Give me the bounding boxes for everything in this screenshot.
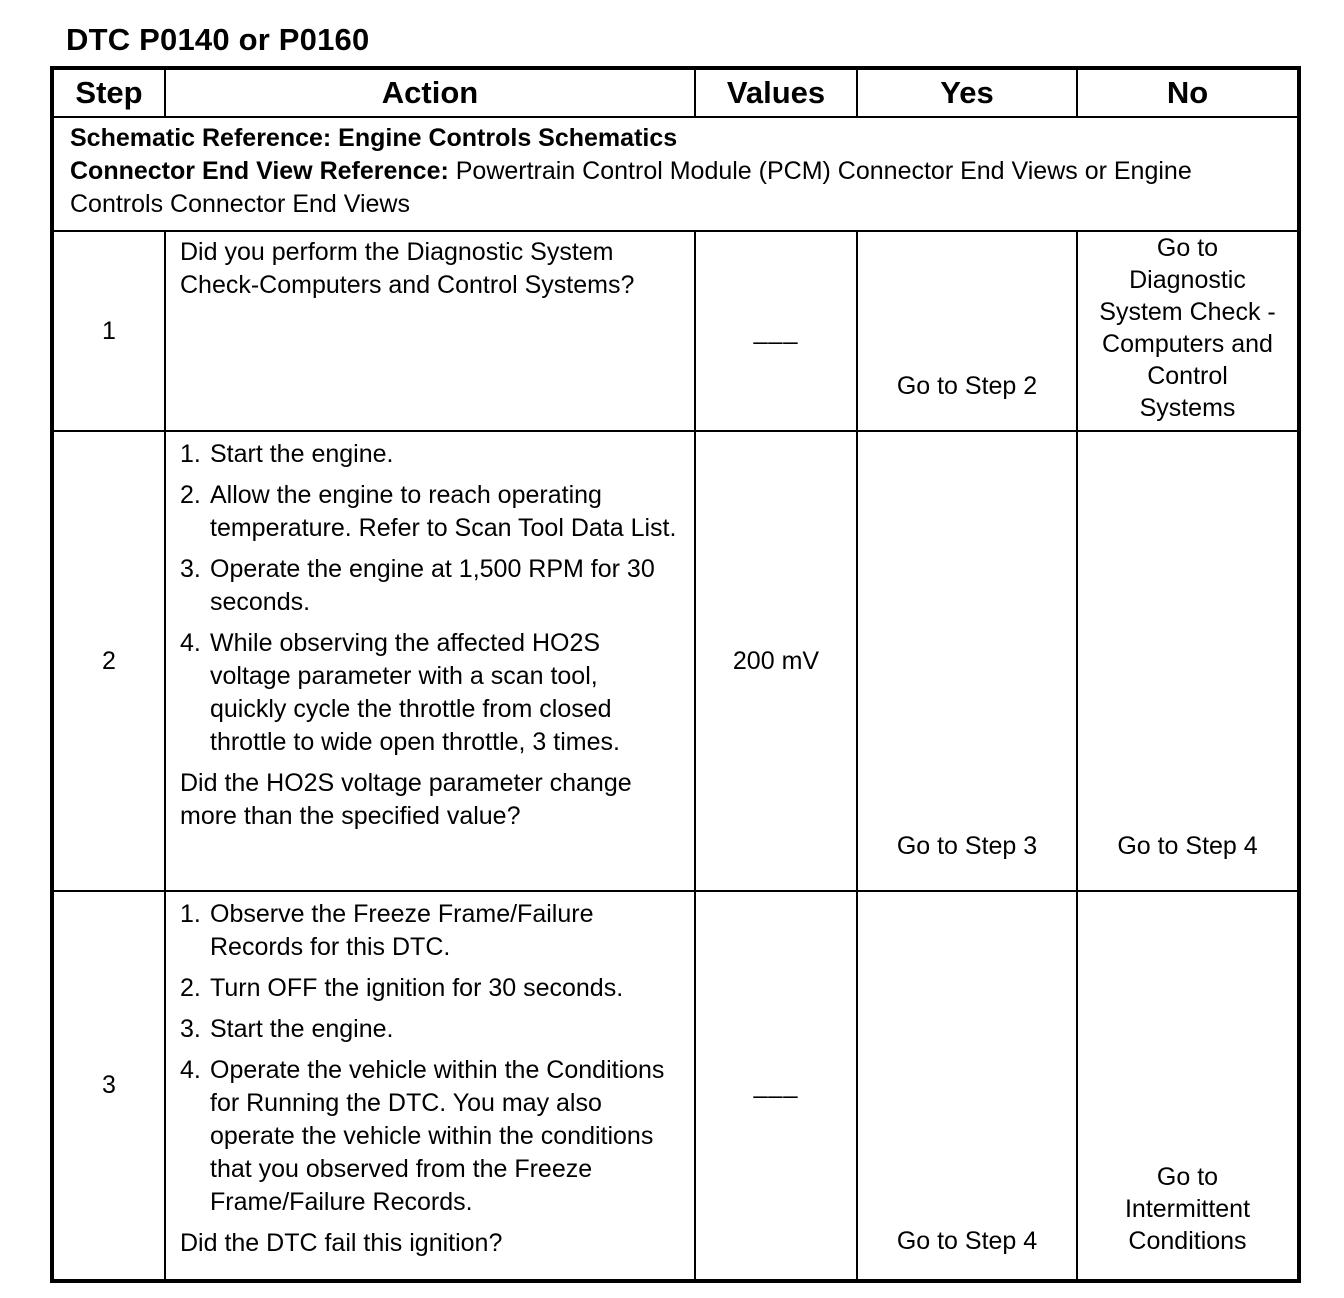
action-cell — [165, 891, 695, 1281]
substep-list — [180, 438, 680, 759]
list-item: 3. Operate the engine at 1,500 RPM for 30 seconds. — [180, 555, 655, 616]
yes-cell: Go to Step 4 — [857, 891, 1077, 1281]
reference-cell — [52, 117, 1299, 231]
no-cell: Go to Step 4 — [1077, 431, 1299, 891]
action-question: Did the HO2S voltage parameter change more than the specified value? — [180, 769, 632, 830]
diagnostic-table — [50, 66, 1301, 1283]
list-item: 4. Operate the vehicle within the Conditions for Running the DTC. You may also operate the vehicle within the conditions that you observed from the Freeze Frame/Failure Records. — [180, 1056, 665, 1216]
connector-reference-text: Powertrain Control Module (PCM) Connector End Views or Engine Controls Connector End Views — [70, 157, 1192, 218]
action-cell — [165, 431, 695, 891]
list-item: 1. Start the engine. — [180, 440, 394, 468]
values-cell: ___ — [695, 231, 857, 431]
schematic-reference: Schematic Reference: Engine Controls Schematics — [70, 124, 678, 152]
list-item: 4. While observing the affected HO2S voltage parameter with a scan tool, quickly cycle the throttle from closed throttle to wide open throttle, 3 times. — [180, 629, 620, 756]
reference-row — [52, 117, 1299, 231]
header-step: Step — [52, 68, 165, 117]
list-item: 2. Allow the engine to reach operating temperature. Refer to Scan Tool Data List. — [180, 481, 677, 542]
list-item: 3. Start the engine. — [180, 1015, 394, 1043]
values-cell: 200 mV — [695, 431, 857, 891]
list-item: 1. Observe the Freeze Frame/Failure Records for this DTC. — [180, 900, 594, 961]
no-cell: Go to Intermittent Conditions — [1077, 891, 1299, 1281]
header-values: Values — [695, 68, 857, 117]
yes-cell: Go to Step 3 — [857, 431, 1077, 891]
table-row — [52, 431, 1299, 891]
header-action: Action — [165, 68, 695, 117]
table-row — [52, 891, 1299, 1281]
table-row — [52, 231, 1299, 431]
page-title: DTC P0140 or P0160 — [66, 22, 370, 57]
values-cell: ___ — [695, 891, 857, 1281]
list-item: 2. Turn OFF the ignition for 30 seconds. — [180, 974, 624, 1002]
substep-list — [180, 898, 680, 1219]
action-question: Did the DTC fail this ignition? — [180, 1229, 503, 1257]
step-number: 1 — [52, 231, 165, 431]
no-cell: Go to Diagnostic System Check - Computers and Control Systems — [1077, 231, 1299, 431]
step-number: 2 — [52, 431, 165, 891]
connector-reference-label: Connector End View Reference: — [70, 157, 449, 185]
header-no: No — [1077, 68, 1299, 117]
header-yes: Yes — [857, 68, 1077, 117]
step-number: 3 — [52, 891, 165, 1281]
yes-cell: Go to Step 2 — [857, 231, 1077, 431]
action-cell — [165, 231, 695, 431]
action-text: Did you perform the Diagnostic System Check-Computers and Control Systems? — [180, 238, 635, 299]
header-row — [52, 68, 1299, 117]
